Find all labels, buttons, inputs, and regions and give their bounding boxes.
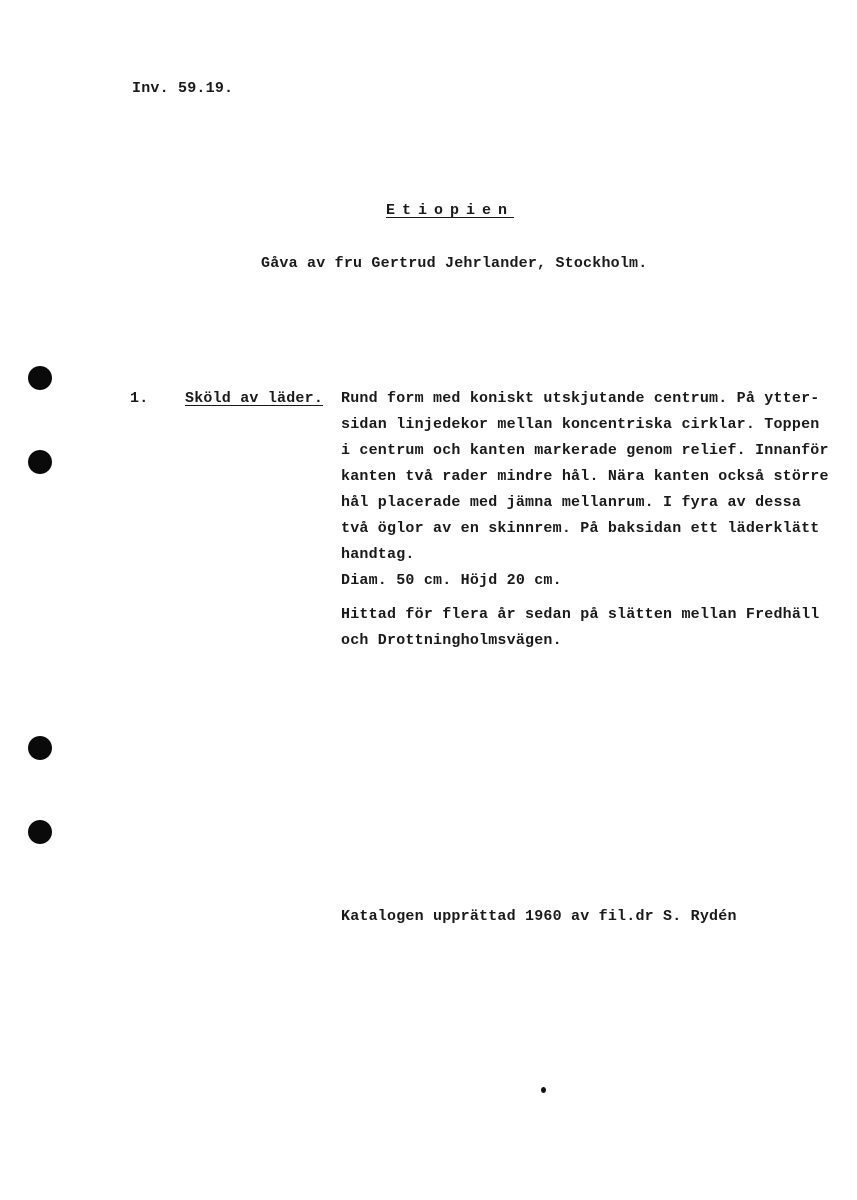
catalog-note: Katalogen upprättad 1960 av fil.dr S. Rydén bbox=[341, 908, 737, 925]
description-line: i centrum och kanten markerade genom relief. Innanför bbox=[341, 442, 829, 459]
item-description bbox=[341, 386, 829, 654]
dimensions-line: Diam. 50 cm. Höjd 20 cm. bbox=[341, 572, 562, 589]
item-number: 1. bbox=[130, 390, 149, 407]
punch-hole bbox=[28, 450, 52, 474]
inventory-number: Inv. 59.19. bbox=[132, 80, 234, 97]
punch-hole bbox=[28, 736, 52, 760]
item-name: Sköld av läder. bbox=[185, 390, 324, 407]
donor-line: Gåva av fru Gertrud Jehrlander, Stockholm. bbox=[261, 255, 648, 272]
punch-hole bbox=[28, 366, 52, 390]
description-line: två öglor av en skinnrem. På baksidan ett läderklätt bbox=[341, 520, 820, 537]
punch-hole bbox=[28, 820, 52, 844]
description-line: sidan linjedekor mellan koncentriska cirklar. Toppen bbox=[341, 416, 820, 433]
description-line: handtag. bbox=[341, 546, 415, 563]
description-line: hål placerade med jämna mellanrum. I fyra av dessa bbox=[341, 494, 802, 511]
description-line: Rund form med koniskt utskjutande centrum. På ytter- bbox=[341, 390, 820, 407]
ink-speck bbox=[541, 1087, 546, 1093]
description-line: kanten två rader mindre hål. Nära kanten också större bbox=[341, 468, 829, 485]
found-line: Hittad för flera år sedan på slätten mellan Fredhäll bbox=[341, 606, 820, 623]
found-line: och Drottningholmsvägen. bbox=[341, 632, 562, 649]
country-heading: Etiopien bbox=[386, 202, 515, 219]
